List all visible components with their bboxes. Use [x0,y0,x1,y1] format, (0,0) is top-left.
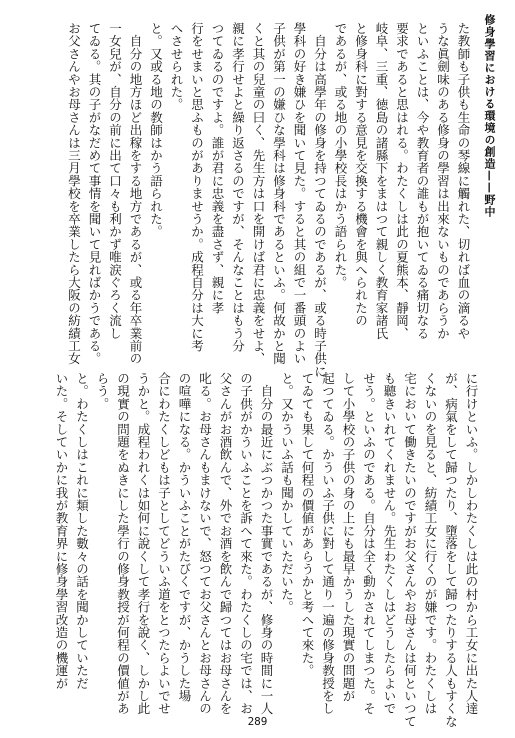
text-column: くと其の兒童の曰く、先生方は口を開けば君に忠義をせよ、 [251,22,266,365]
text-column: 自分の地方ほど出稼をする地方であるが、或る年卒業前の [128,22,143,365]
text-column: して小學校の子供の身の上にも最早かうした現實の問題が [341,372,356,703]
text-column: 子供が第一の嫌ひな學科は修身科であるといふ。何故かと聞 [271,22,287,365]
text-column: と。又或る地の教師はかう語られた。 [148,22,164,238]
text-column: へさせられた。 [169,22,184,111]
text-column: に行けといふ。しかしわたくしは此の村から工女に出た人達 [464,372,479,715]
text-column: 叱る。お母さんもまけないで、怒つてお父さんとお母さんの [197,372,213,715]
text-column: 岐阜、三重、徳島の諸縣下をまはつて親しく教育家諸氏 [374,22,389,340]
text-column: た教師も子供も生命の琴線に觸れた、切れば血の滴るや [456,22,471,340]
text-column: が、病氣をして歸つたり、墮落をして歸つたりする人もすくな [443,372,459,728]
text-column: も聽きいれてくれません。先生わたくしはどうしたらよいで [382,372,397,715]
text-column: 宅において働きたいのですがお父さんやお母さんは何といつて [402,372,418,728]
text-column: といふことは、今や教育者の誰もが抱いてゐる痛切なる [415,22,430,340]
text-column: と。わたくしはこれに類した數々の話を聞かしていただ [74,372,90,690]
text-column: 一女兒が、自分の前に出て口々も利かず唯涙ぐろく流し [107,22,123,340]
text-column: であるが、或る地の小學校長はかう語られた。 [333,22,348,289]
text-column: くないのを見ると、紡績工女に行くのが嫌です。わたくしは [423,372,438,715]
text-column: と修身科に對する意見を交換する機會を與へられたの [353,22,369,327]
text-column: てゐる。其の子がなだめて事情を聞いて見ればかうである。 [87,22,102,365]
text-column: 行をせまいと思ふものがありませうか。成程自分は大に考 [189,22,205,353]
text-column: 合にわたくしどもは子としてどういふ道をとつたらよいでせ [156,372,172,715]
text-column: てゐても果して何程の價値があらうかと考へて來た。 [300,372,315,677]
text-column: 親に孝行せよと繰り返さるのですが、そんなことはもう分 [230,22,246,353]
text-column: らう。 [95,372,110,411]
text-column: お父さんやお母さんは三月學校を卒業したら大阪の紡績工女 [66,22,82,365]
text-column: の子供がかういふことを訴へて來た。わたくしの宅では、お [238,372,254,715]
text-column: 學科の好き嫌ひを聞いて見た。すると其の組で一番頭のよい [292,22,307,365]
text-column: 自分は高學年の修身を持つてゐるのであるが、或る時子供に [312,22,328,378]
page-number: 289 [247,715,268,728]
text-column: うな眞劍味のある修身の學習は出來ないものであらうか [435,22,451,340]
running-header: 修身學習における環境の創造——野中 [483,14,496,218]
text-column: 父さんがお酒飲んで、外でお酒を飲んで歸つてはお母さんを [218,372,233,715]
text-column: 起つてゐる。かういふ子供に對して通り一遍の修身教授をし [320,372,336,715]
upper-text-block [63,22,473,378]
text-column: の現實の問題をぬきにした學行の修身教授が何程の價値があ [115,372,131,715]
text-column: せう。といふのである。自分は全く動かされてしまつた。そ [361,372,377,715]
text-column: 要求であると思はれる。わたくしは此の夏熊本、靜岡、 [394,22,410,340]
text-column: 自分の最近にぶつかつた事實であるが、修身の時間に一人 [259,372,274,715]
text-column: うかと。成程われくは如何に說くして孝行を說く、しかし此 [136,372,151,715]
text-column: と。又かういふ話も聞かしていただいた。 [279,372,295,614]
text-column: いた。そしていかに我が教育界に修身學習改造の機運が [54,372,69,690]
text-column: つてゐるのですよ。誰が君に忠義を盡さず、親に孝 [210,22,225,315]
text-column: の喧嘩になる。かういふことがたびくですが、かうした場 [177,372,192,703]
